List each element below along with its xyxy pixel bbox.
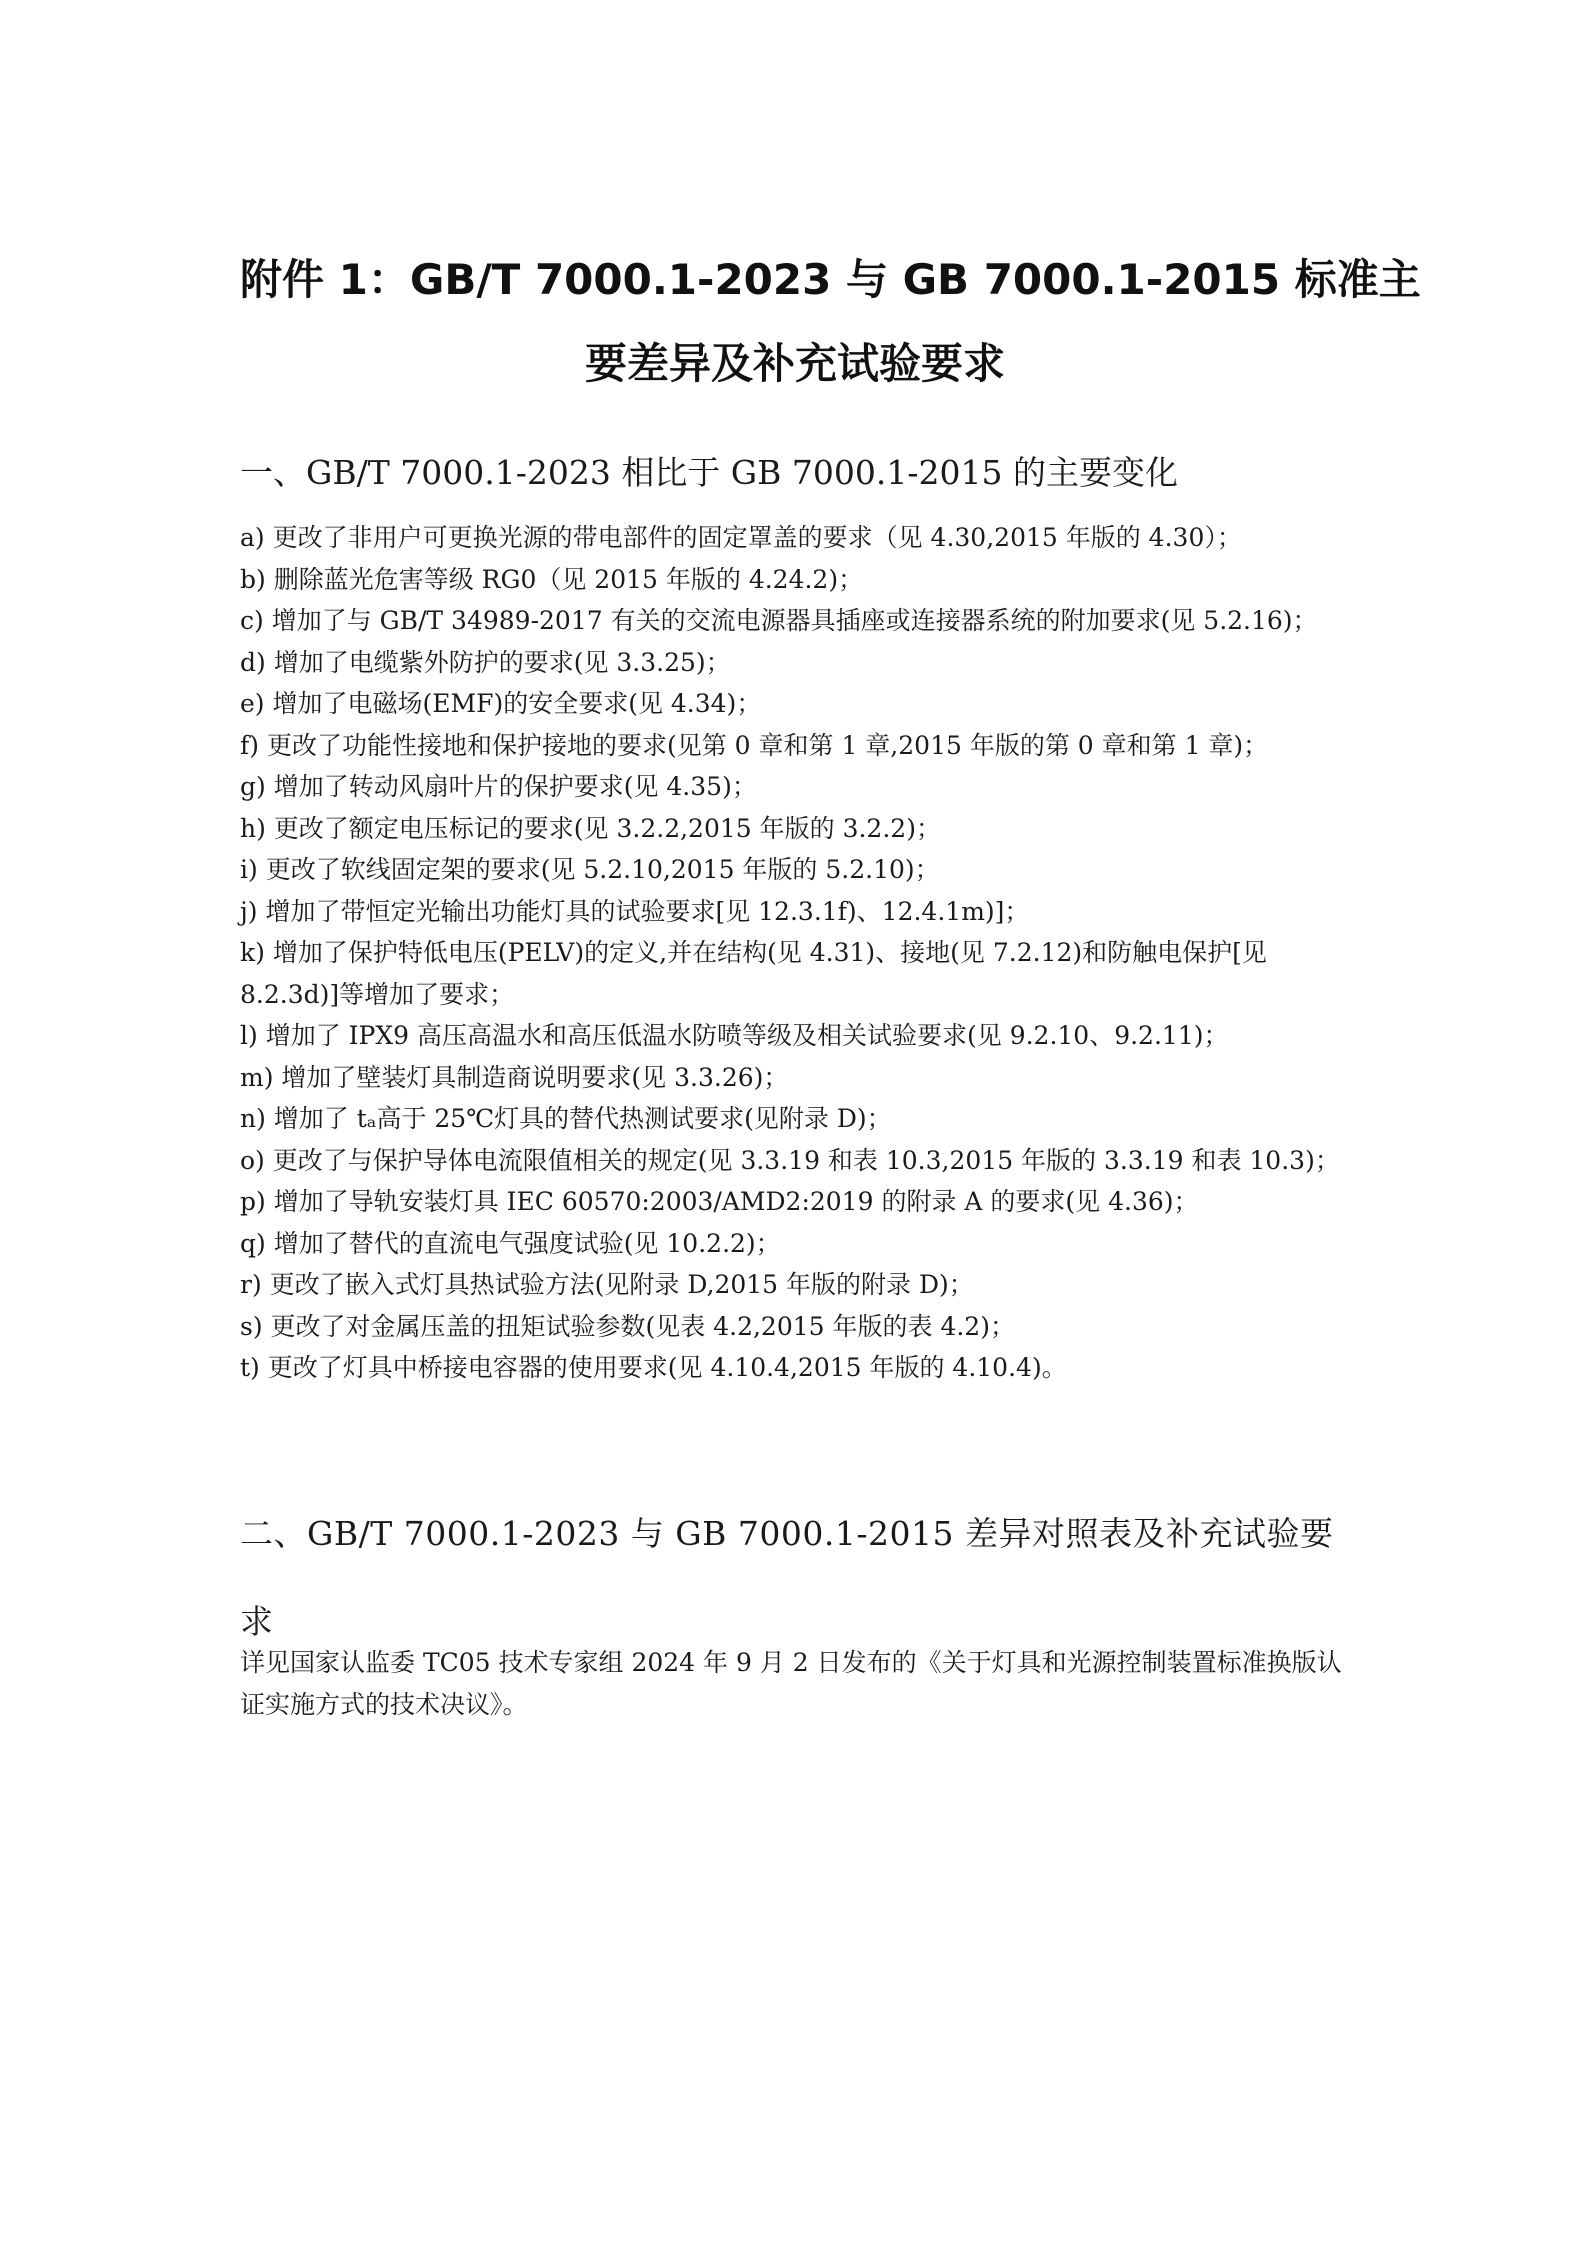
change-item-k: k) 增加了保护特低电压(PELV)的定义,并在结构(见 4.31)、接地(见 7.2.12)和防触电保护[见 8.2.3d)]等增加了要求； [240,938,1267,1009]
change-item-c: c) 增加了与 GB/T 34989-2017 有关的交流电源器具插座或连接器系统的附加要求(见 5.2.16)； [240,606,1318,635]
change-item-q: q) 增加了替代的直流电气强度试验(见 10.2.2)； [240,1228,781,1258]
change-item-o: o) 更改了与保护导体电流限值相关的规定(见 3.3.19 和表 10.3,2015 年版的 3.3.19 和表 10.3)； [240,1145,1340,1175]
change-list [240,517,1350,1389]
change-item-e: e) 增加了电磁场(EMF)的安全要求(见 4.34)； [240,689,762,718]
change-item-p: p) 增加了导轨安装灯具 IEC 60570:2003/AMD2:2019 的附录 A 的要求(见 4.36)； [240,1187,1199,1216]
section-2-heading: 二、GB/T 7000.1-2023 与 GB 7000.1-2015 差异对照表及补充试验要求 [240,1514,1334,1641]
change-item-t: t) 更改了灯具中桥接电容器的使用要求(见 4.10.4,2015 年版的 4.10.4)。 [240,1353,1067,1382]
document-title [240,238,1421,406]
document-title-line-1: 附件 1：GB/T 7000.1-2023 与 GB 7000.1-2015 标准主 [240,255,1421,304]
change-item-s: s) 更改了对金属压盖的扭矩试验参数(见表 4.2,2015 年版的表 4.2)； [240,1311,1015,1341]
change-item-d: d) 增加了电缆紫外防护的要求(见 3.3.25)； [240,647,731,677]
change-item-i: i) 更改了软线固定架的要求(见 5.2.10,2015 年版的 5.2.10)； [240,855,940,884]
change-item-m: m) 增加了壁装灯具制造商说明要求(见 3.3.26)； [240,1062,789,1092]
change-item-j: j) 增加了带恒定光输出功能灯具的试验要求[见 12.3.1f)、12.4.1m)]； [240,896,1030,926]
change-item-a: a) 更改了非用户可更换光源的带电部件的固定罩盖的要求（见 4.30,2015 年版的 4.30）； [240,523,1242,552]
change-item-b: b) 删除蓝光危害等级 RG0（见 2015 年版的 4.24.2)； [240,564,864,594]
section-1-heading: 一、GB/T 7000.1-2023 相比于 GB 7000.1-2015 的主要变化 [240,453,1179,492]
document-title-line-2: 要差异及补充试验要求 [584,339,1005,388]
change-item-n: n) 增加了 tₐ高于 25℃灯具的替代热测试要求(见附录 D)； [240,1104,892,1133]
change-item-l: l) 增加了 IPX9 高压高温水和高压低温水防喷等级及相关试验要求(见 9.2.10、9.2.11)； [240,1021,1229,1050]
change-item-g: g) 增加了转动风扇叶片的保护要求(见 4.35)； [240,772,757,801]
section-2-body: 详见国家认监委 TC05 技术专家组 2024 年 9 月 2 日发布的《关于灯具和光源控制装置标准换版认证实施方式的技术决议》。 [240,1648,1342,1719]
change-item-h: h) 更改了额定电压标记的要求(见 3.2.2,2015 年版的 3.2.2)； [240,813,941,843]
change-item-r: r) 更改了嵌入式灯具热试验方法(见附录 D,2015 年版的附录 D)； [240,1270,974,1299]
change-item-f: f) 更改了功能性接地和保护接地的要求(见第 0 章和第 1 章,2015 年版的第 0 章和第 1 章)； [240,730,1269,760]
